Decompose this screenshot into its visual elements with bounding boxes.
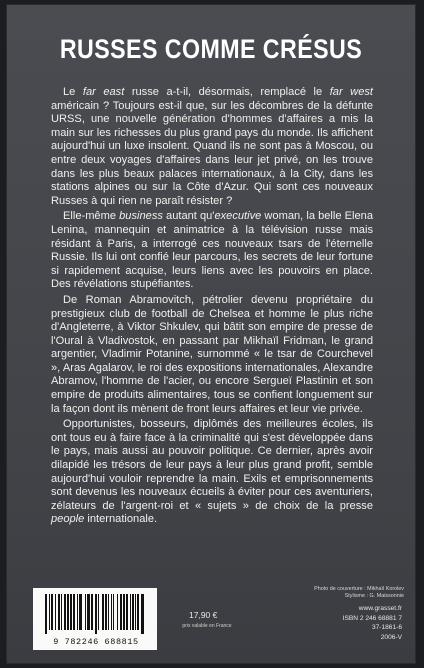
- blurb-paragraph: [51, 210, 373, 292]
- text-run: Elle-même: [63, 210, 120, 223]
- barcode-bar: [130, 594, 131, 630]
- text-run: autant qu': [162, 210, 215, 223]
- barcode-bar: [132, 594, 134, 630]
- barcode-bar: [126, 594, 128, 630]
- text-run: internationale.: [84, 513, 158, 526]
- barcode: [33, 588, 157, 650]
- barcode-bar: [51, 594, 53, 630]
- barcode-bar: [113, 594, 114, 630]
- text-run: Le: [63, 86, 83, 98]
- price: 17,90 €: [189, 610, 218, 620]
- publisher-url: www.grasset.fr: [358, 605, 402, 612]
- italic-run: executive: [214, 210, 262, 223]
- text-run: russe a-t-il, désormais, remplacé le: [124, 86, 330, 98]
- barcode-bar: [123, 594, 125, 630]
- isbn-text: ISBN 2 246 68881 7: [342, 614, 402, 622]
- barcode-bar: [111, 594, 112, 630]
- barcode-bar: [102, 594, 104, 630]
- italic-run: far west: [329, 86, 373, 98]
- edition-code: 2006-V: [380, 633, 402, 641]
- blurb-paragraph: [51, 294, 373, 416]
- italic-run: people: [51, 513, 85, 526]
- barcode-bar: [70, 594, 72, 630]
- barcode-bar: [55, 594, 56, 630]
- blurb-paragraph: [51, 86, 373, 208]
- barcode-bar: [95, 594, 97, 634]
- italic-run: business: [119, 210, 163, 223]
- product-code: 37-1861-6: [371, 624, 402, 632]
- barcode-bar: [105, 594, 107, 630]
- barcode-bar: [135, 594, 136, 630]
- barcode-bar: [87, 594, 90, 630]
- barcode-bar: [77, 594, 78, 630]
- publisher-info: [302, 604, 402, 642]
- blurb-paragraph: [51, 418, 373, 527]
- barcode-bar: [137, 594, 139, 630]
- barcode-bar: [73, 594, 75, 630]
- barcode-bar: [79, 594, 82, 630]
- barcode-bar: [141, 594, 144, 634]
- barcode-bar: [120, 594, 122, 630]
- barcode-digits: 9 782246 688815: [53, 637, 139, 647]
- barcode-bar: [91, 594, 93, 630]
- barcode-bar: [67, 594, 69, 630]
- italic-run: far east: [82, 86, 125, 98]
- price-note: prix valable en France: [182, 623, 232, 629]
- blurb-text: [51, 86, 373, 529]
- photo-credits: [264, 586, 404, 600]
- barcode-bars: [43, 594, 147, 634]
- barcode-bar: [64, 594, 66, 630]
- barcode-bar: [117, 594, 118, 630]
- text-run: De Roman Abramovitch, pétrolier devenu propriétaire du prestigieux club de football de Chelsea et homme le plus riche d'Angleterre, à Viktor Shkulev, qui bâtit son empire de presse de l'Oural à Vladivostok, en passant par Mikhaïl Fridman, le grand argentier, Vladimir Potanine, surnommé « le tsar de Courchevel », Aras Agalarov, le roi des expositions internationales, Alexandre Abramov, l'homme de l'acier, ou encore Sergueï Plastinin et son empire de produits alimentaires, tous se confient longuement sur la façon dont ils mènent de front leurs affaires et leur vie privée.: [51, 293, 373, 415]
- barcode-bar: [108, 594, 109, 630]
- barcode-bar: [45, 594, 47, 634]
- barcode-bar: [98, 594, 99, 630]
- text-run: woman, la belle Elena Lenina, mannequin et animatrice à la télévision russe mais résidant à Paris, a interrogé ces nouveaux tsars de l'éternelle Russie. Ils lui ont confié leur parcours, les secrets de leur fortune si rapidement acquise, leurs liens avec les pouvoirs en place. Des révélations stupéfiantes.: [51, 210, 374, 291]
- text-run: Opportunistes, bosseurs, diplômés des meilleures écoles, ils ont tous eu à faire face à la criminalité qui s'est développée dans le pays, mais aussi au pouvoir politique. Ce dernier, après avoir dilapidé les trésors de leur pays à leur plus grand profit, semble aujourd'hui vouloir reprendre la main. Exils et emprisonnements sont devenus les nouveaux écueils à éviter pour ces aventuriers, zélateurs de l'argent-roi et « sujets » de choix de la presse: [51, 418, 373, 512]
- barcode-bar: [58, 594, 60, 630]
- stylism-credit: Stylisme : G. Maissonnie: [344, 593, 404, 600]
- photo-credit: Photo de couverture : Mikhaïl Korolev: [314, 586, 404, 592]
- barcode-bar: [61, 594, 62, 630]
- text-run: américain ? Toujours est-il que, sur les décombres de la défunte URSS, une nouvelle génération d'hommes d'affaires a mis la main sur les richesses du plus grand pays du monde. Ils affichent aujourd'hui un luxe insolent. Quand ils ne sont pas à Moscou, ou entre deux voyages d'affaires dans leur jet privé, on les trouve dans les plus beaux palaces internationaux, à la City, dans les stations alpines ou sur la Côte d'Azur. Qui sont ces nouveaux Russes à qui rien ne paraît résister ?: [51, 99, 373, 207]
- book-back-cover: [6, 4, 416, 664]
- book-title: RUSSES COMME CRÉSUS: [59, 34, 363, 64]
- barcode-bar: [49, 594, 50, 630]
- barcode-bar: [85, 594, 86, 630]
